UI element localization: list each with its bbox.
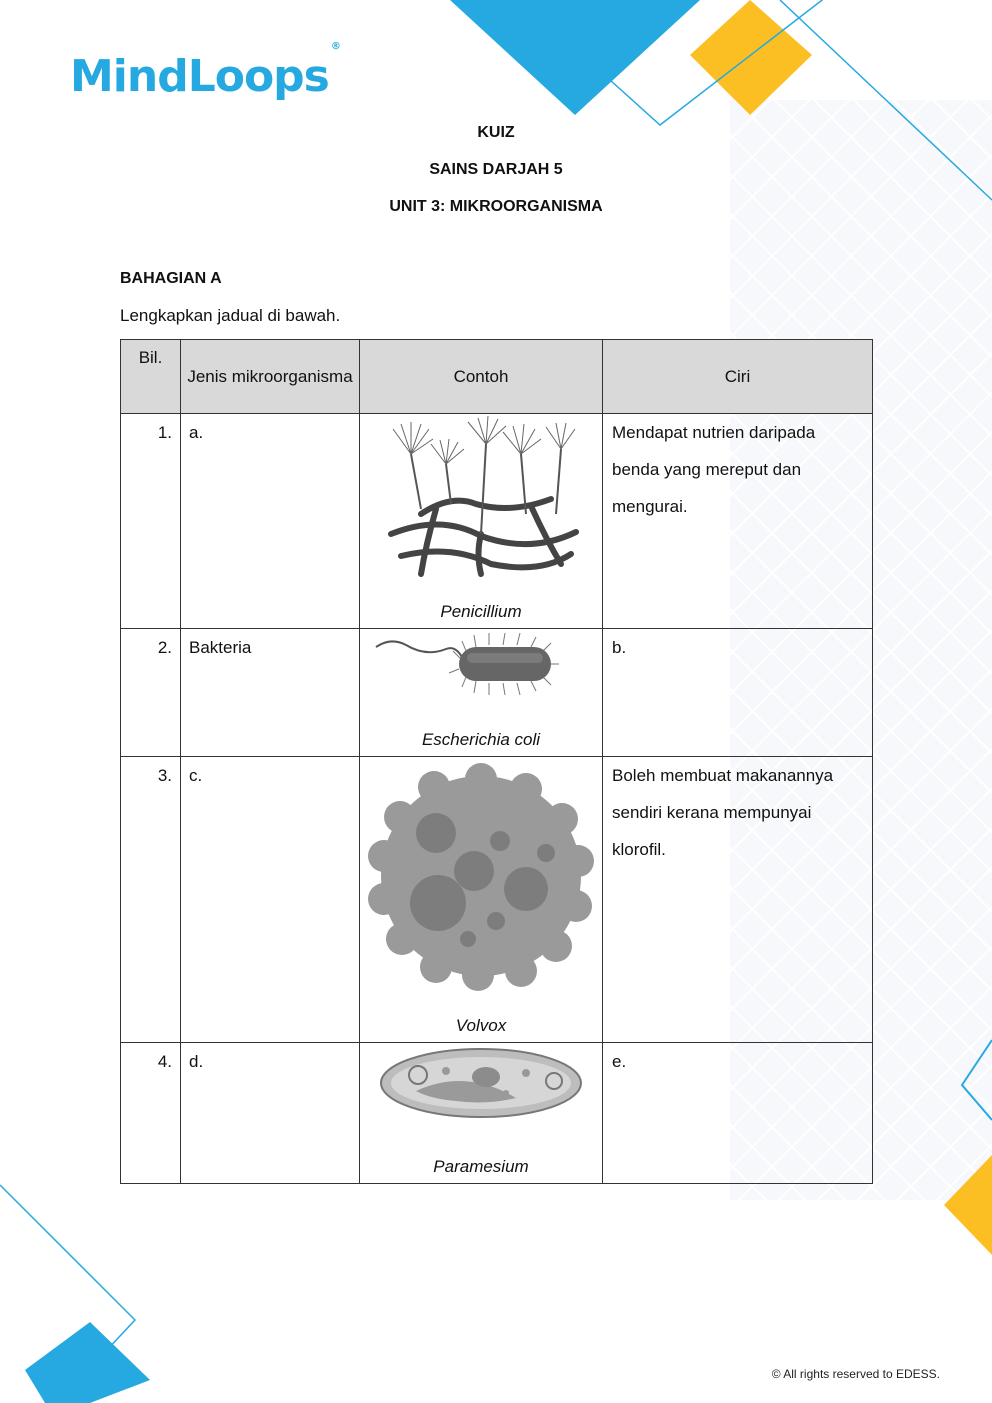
registered-mark: ® [330, 41, 340, 53]
example-caption: Paramesium [433, 1157, 529, 1176]
row-number: 3. [121, 757, 181, 1043]
row-ciri: Mendapat nutrien daripada benda yang mereput dan mengurai. [603, 414, 873, 629]
paramecium-illustration [376, 1043, 586, 1123]
quiz-title: KUIZ [477, 124, 515, 141]
header-bil: Bil. [121, 340, 181, 414]
header-contoh: Contoh [360, 340, 603, 414]
row-jenis: Bakteria [181, 629, 360, 757]
subject-title: SAINS DARJAH 5 [429, 161, 563, 178]
row-number: 4. [121, 1043, 181, 1184]
row-example [360, 629, 603, 757]
row-number: 2. [121, 629, 181, 757]
row-example [360, 414, 603, 629]
row-jenis-blank: a. [181, 414, 360, 629]
copyright-notice: © All rights reserved to EDESS. [771, 1367, 940, 1381]
table-row [121, 1043, 873, 1184]
table-row [121, 414, 873, 629]
volvox-illustration [366, 761, 596, 991]
ecoli-illustration [371, 629, 591, 699]
row-jenis-blank: d. [181, 1043, 360, 1184]
row-ciri-blank: b. [603, 629, 873, 757]
microorganism-table [120, 339, 873, 1184]
header-jenis: Jenis mikroorganisma [181, 340, 360, 414]
example-caption: Penicillium [440, 602, 522, 621]
row-example [360, 757, 603, 1043]
section-title: BAHAGIAN A [120, 270, 222, 287]
row-number: 1. [121, 414, 181, 629]
example-caption: Volvox [455, 1016, 507, 1035]
header-ciri: Ciri [603, 340, 873, 414]
row-example [360, 1043, 603, 1184]
table-row [121, 629, 873, 757]
mindloops-logo [70, 41, 340, 102]
table-header-row [121, 340, 873, 414]
example-caption: Escherichia coli [421, 730, 541, 749]
logo-text: MindLoops [70, 51, 329, 102]
section-instruction: Lengkapkan jadual di bawah. [120, 306, 341, 325]
row-ciri-blank: e. [603, 1043, 873, 1184]
unit-title: UNIT 3: MIKROORGANISMA [389, 198, 603, 215]
row-jenis-blank: c. [181, 757, 360, 1043]
penicillium-illustration [381, 414, 581, 579]
table-row [121, 757, 873, 1043]
row-ciri: Boleh membuat makanannya sendiri kerana mempunyai klorofil. [603, 757, 873, 1043]
